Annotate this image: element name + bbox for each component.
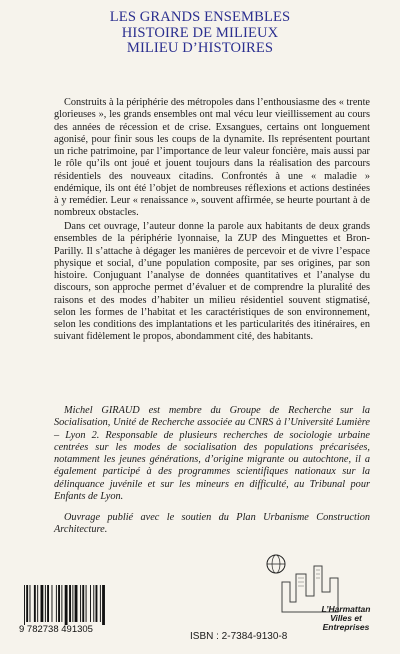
barcode-bar xyxy=(47,585,49,622)
barcode-bar xyxy=(56,585,57,622)
barcode-bar xyxy=(41,585,44,622)
barcode-bar xyxy=(61,585,62,622)
barcode-bar xyxy=(80,585,81,622)
barcode-bar xyxy=(72,585,73,622)
barcode-bar xyxy=(69,585,71,622)
barcode-bar xyxy=(58,585,60,622)
barcode-bar xyxy=(75,585,78,622)
barcode-bar xyxy=(86,585,87,622)
barcode-bar xyxy=(26,585,28,622)
author-bio: Michel GIRAUD est membre du Groupe de Recherche sur la Socialisation, Unité de Recherche associée au CNRS à l’Université Lumière – Lyon 2. Responsable de plusieurs recherches de sociologie urbaine centrées sur les modes de socialisation des populations précarisées, notamment les jeunes générations, d’origine migrante ou autochtone, il a également participé à des programmes scientifiques nationaux sur la délinquance juvénile et sur les mineurs en difficulté, au Tribunal pour Enfants de Lyon. xyxy=(54,405,370,502)
barcode-bar xyxy=(37,585,38,622)
barcode-bar xyxy=(82,585,84,622)
barcode-bar xyxy=(65,585,68,625)
book-title xyxy=(40,10,360,57)
barcode-bar xyxy=(52,585,53,622)
isbn-number: ISBN : 2-7384-9130-8 xyxy=(190,631,288,642)
publication-note: Ouvrage publié avec le soutien du Plan Urbanisme Construction Architecture. xyxy=(54,512,370,536)
publisher-name xyxy=(316,605,376,632)
barcode-bar xyxy=(100,585,101,622)
barcode-bar xyxy=(90,585,91,622)
title-line-1: LES GRANDS ENSEMBLES xyxy=(109,9,291,25)
barcode-bar xyxy=(34,585,36,622)
barcode-digits: 9 782738 491305 xyxy=(19,624,93,633)
title-line-3: MILIEU D’HISTOIRES xyxy=(126,40,274,56)
publisher-line-1: L’Harmattan xyxy=(321,604,371,614)
title-line-2: HISTOIRE DE MILIEUX xyxy=(121,24,279,41)
barcode-bar xyxy=(102,585,105,625)
summary-paragraph-2: Dans cet ouvrage, l’auteur donne la parole aux habitants de deux grands ensembles de la périphérie lyonnaise, la ZUP des Minguettes et Bron-Parilly. Il s’attache à dégager les manières de percevoir et de vivre l’espace physique et social, d’une population composite, par ses origines, par son histoire. Conjuguant l’analyse de données quantitatives et l’analyse du discours, son approche permet d’évaluer et de comprendre la pluralité des raisons et des modes d’habiter un milieu résidentiel souvent stigmatisé, selon les formes de l’habitat et les caractéristiques de son environnement, selon les conditions des implantations et les particularités des itinéraires, en suivant fidèlement le propos, abondamment cité, des habitants. xyxy=(54,221,370,343)
barcode-bar xyxy=(24,585,25,625)
barcode-bar xyxy=(30,585,31,622)
publisher-line-2: Villes et Entreprises xyxy=(322,613,370,632)
barcode-bar xyxy=(96,585,98,622)
summary-paragraph-1: Construits à la périphérie des métropoles dans l’enthousiasme des « trente glorieuses », les grands ensembles ont mal vécu leur vieillissement au cours des années de récession et de crise. Exsangues, certains ont longuement agonisé, pour finir sous les coups de la dynamite. Ils représentent pourtant un riche patrimoine, par l’importance de leur valeur foncière, mais aussi par le rôle qu’ils ont joué et jouent toujours dans la réalisation des parcours résidentiels des nouveaux citadins. Confrontés à une « maladie » endémique, ils ont été l’objet de nombreuses réflexions et actions destinées à y remédier. Leur « renaissance », souvent affirmée, se heurte pourtant à de nombreux obstacles. xyxy=(54,97,370,219)
barcode-bar xyxy=(93,585,94,622)
barcode xyxy=(18,585,136,633)
barcode-bar xyxy=(45,585,46,622)
